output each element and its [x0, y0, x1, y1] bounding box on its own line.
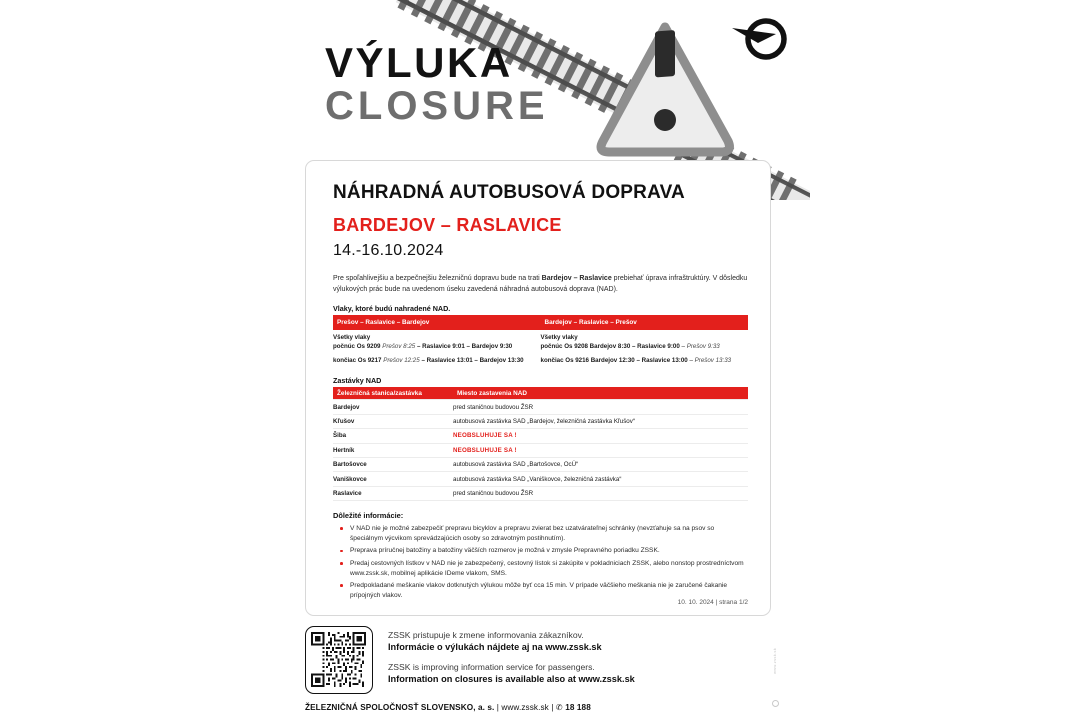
stop-station: Raslavice	[333, 486, 453, 500]
footer-en-line-2: Information on closures is available also at www.zssk.sk	[388, 673, 635, 684]
company-contact-sep: | www.zssk.sk | ✆	[494, 703, 566, 712]
train-start-origin-1: Prešov 8:25	[382, 342, 416, 350]
table-header-row	[333, 315, 748, 329]
banner-headline	[325, 39, 549, 129]
side-dot-icon	[772, 700, 779, 707]
trains-col1-cell	[333, 330, 541, 370]
page-meta: 10. 10. 2024 | strana 1/2	[677, 599, 748, 606]
train-start-rest-1: – Raslavice 9:01 – Bardejov 9:30	[416, 342, 513, 350]
notice-card	[305, 160, 771, 616]
list-item: V NAD nie je možné zabezpečiť prepravu bicyklov a prepravu zvierat bez uzatvárateľnej schránky (nevzťahuje sa na psov so špeciálnym výcvikom sprevádzajúcich osoby so zdravotným postihnutím).	[350, 524, 748, 544]
side-note: www.zssk.sk	[772, 648, 777, 674]
stop-place: autobusová zastávka SAD „Vaniškovce, železničná zastávka“	[453, 472, 748, 486]
stop-station: Hertník	[333, 443, 453, 457]
list-item: Predaj cestovných lístkov v NAD nie je zabezpečený, cestovný lístok si zakúpite v pokladniciach ZSSK, alebo nonstop prostredníctvom www.zssk.sk, mobilnej aplikácie IDeme vlakom, SMS.	[350, 559, 748, 579]
list-item: Predpokladané meškanie vlakov dotknutých výlukou môže byť cca 15 min. V prípade väčšieho meškania nie je zaručené čakanie prípojných vlakov.	[350, 581, 748, 601]
trains-col2-header: Bardejov – Raslavice – Prešov	[541, 315, 749, 329]
train-start-sep-2: –	[679, 342, 687, 350]
stop-place: pred staničnou budovou ŽSR	[453, 486, 748, 500]
stops-section	[333, 376, 748, 501]
stops-section-heading: Zastávky NAD	[333, 376, 382, 386]
train-end-rest-1: – Raslavice 13:01 – Bardejov 13:30	[421, 356, 524, 364]
stop-place: autobusová zastávka SAD „Bardejov, železničná zastávka Kľušov“	[453, 414, 748, 428]
replaced-trains-table	[333, 315, 748, 369]
qr-code-icon	[311, 632, 366, 687]
intro-part-1: Pre spoľahlivejšiu a bezpečnejšiu železničnú dopravu bude na trati	[333, 275, 542, 282]
all-trains-label-1: Všetky vlaky	[333, 333, 371, 341]
train-group-start	[333, 334, 531, 352]
table-row	[333, 486, 748, 500]
intro-route-bold: Bardejov – Raslavice	[541, 275, 612, 282]
stop-place: pred staničnou budovou ŽSR	[453, 400, 748, 414]
footer-sk-line-2: Informácie o výlukách nájdete aj na www.zssk.sk	[388, 642, 602, 653]
stop-place-not-served: NEOBSLUHUJE SA !	[453, 443, 748, 457]
trains-section-heading: Vlaky, ktoré budú nahradené NAD.	[333, 304, 451, 314]
intro-part-2: prebiehať úprava infraštruktúry. V dôsledku výlukových prác bude na uvedenom úseku zavedená náhradná autobusová doprava (NAD).	[333, 275, 748, 293]
table-row	[333, 457, 748, 471]
stop-station: Bartošovce	[333, 457, 453, 471]
route-title: BARDEJOV – RASLAVICE	[333, 215, 562, 235]
qr-code[interactable]	[305, 626, 373, 694]
stop-station: Bardejov	[333, 400, 453, 414]
company-phone: 18 188	[565, 703, 591, 712]
train-end-number-2: končiac Os 9216 Bardejov 12:30 – Raslavice 13:00	[540, 356, 688, 364]
company-line	[305, 702, 785, 712]
table-row	[333, 330, 748, 370]
footer-sk-line-1: ZSSK pristupuje k zmene informovania zákazníkov.	[388, 630, 584, 640]
closure-dates: 14.-16.10.2024	[333, 242, 444, 259]
stop-place: autobusová zastávka SAD „Bartošovce, OcÚ“	[453, 457, 748, 471]
footer-en-line-1: ZSSK is improving information service for passengers.	[388, 661, 595, 672]
important-info-list	[333, 524, 748, 601]
stops-table	[333, 387, 748, 501]
stops-col1-header: Železničná stanica/zastávka	[333, 387, 453, 400]
footer	[305, 626, 785, 712]
headline-sk: VÝLUKA	[325, 39, 513, 86]
trains-col2-cell	[541, 330, 749, 370]
train-group-end	[541, 357, 739, 366]
trains-col1-header: Prešov – Raslavice – Bardejov	[333, 315, 541, 329]
important-info-heading: Dôležité informácie:	[333, 511, 404, 521]
headline-en: CLOSURE	[325, 84, 549, 128]
table-row	[333, 429, 748, 443]
page-title: NÁHRADNÁ AUTOBUSOVÁ DOPRAVA	[333, 182, 685, 203]
table-row	[333, 414, 748, 428]
stop-station: Vaniškovce	[333, 472, 453, 486]
stop-station: Kľušov	[333, 414, 453, 428]
table-header-row	[333, 387, 748, 400]
train-end-sep-2: –	[687, 356, 695, 364]
zssk-logo	[730, 12, 792, 62]
train-group-start	[541, 334, 739, 352]
table-row	[333, 472, 748, 486]
train-group-end	[333, 357, 531, 366]
train-start-number-2: počnúc Os 9208 Bardejov 8:30 – Raslavice 9:00	[540, 342, 680, 350]
stops-col2-header: Miesto zastavenia NAD	[453, 387, 748, 400]
all-trains-label-2: Všetky vlaky	[540, 333, 578, 341]
table-row	[333, 443, 748, 457]
stop-station: Šiba	[333, 429, 453, 443]
table-row	[333, 400, 748, 414]
footer-text	[388, 626, 635, 693]
train-start-number-1: počnúc Os 9209	[333, 342, 381, 350]
stop-place-not-served: NEOBSLUHUJE SA !	[453, 429, 748, 443]
train-start-dest-2: Prešov 9:33	[686, 342, 720, 350]
company-name: ŽELEZNIČNÁ SPOLOČNOSŤ SLOVENSKO, a. s.	[305, 703, 495, 712]
list-item: Preprava príručnej batožiny a batožiny väčších rozmerov je možná v zmysle Prepravného poriadku ZSSK.	[350, 546, 748, 556]
train-end-dest-2: Prešov 13:33	[694, 356, 732, 364]
train-end-origin-1: Prešov 12:25	[383, 356, 420, 364]
train-end-number-1: končiac Os 9217	[333, 356, 382, 364]
intro-paragraph	[333, 274, 748, 295]
